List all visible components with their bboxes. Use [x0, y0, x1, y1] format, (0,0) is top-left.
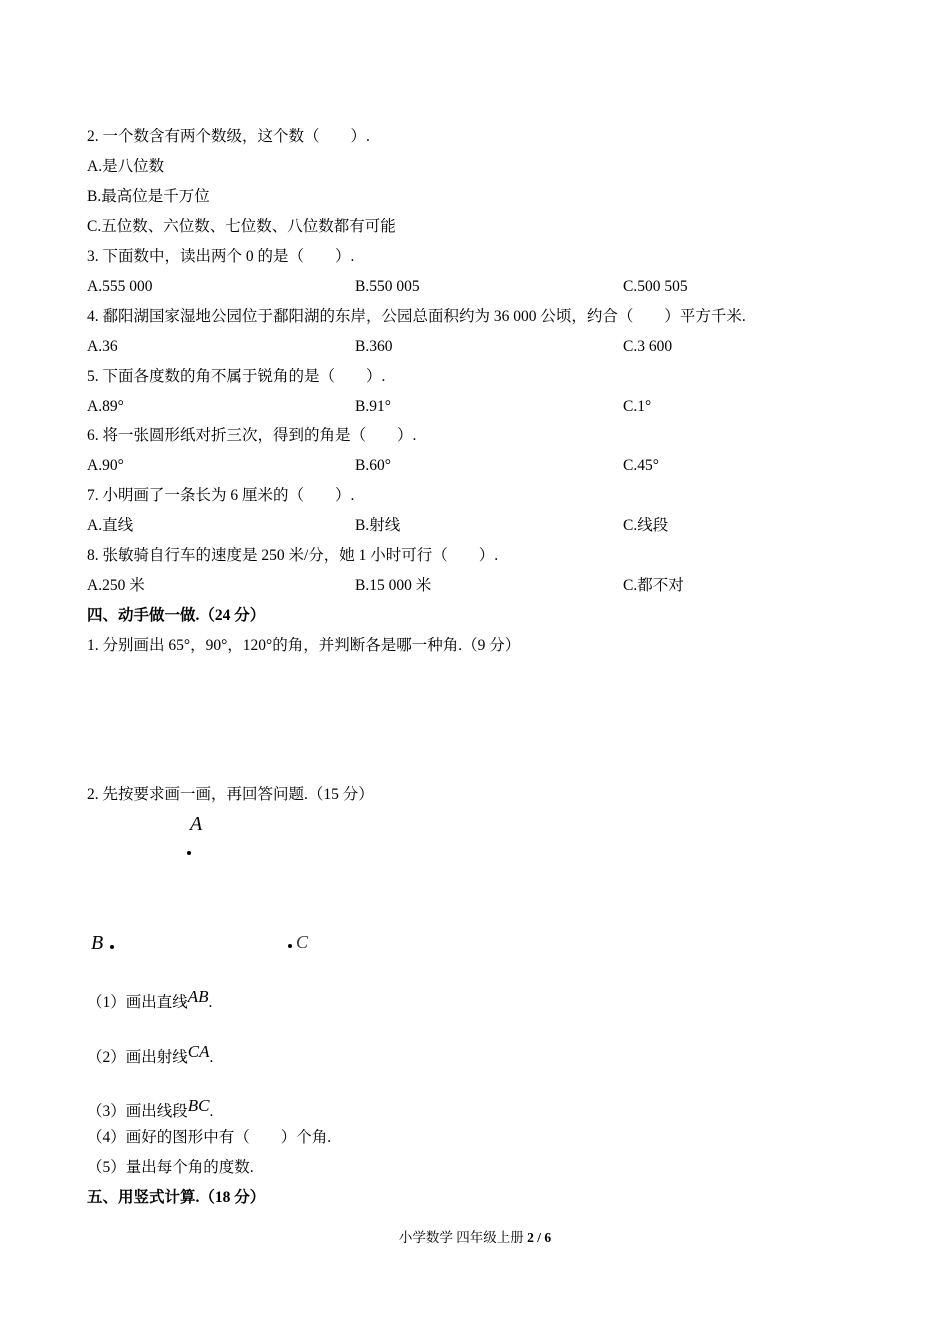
task-2-text: （2）画出射线: [87, 1049, 188, 1066]
q4-option-b: B.360: [355, 338, 393, 355]
task-1-period: .: [208, 994, 213, 1011]
task-2-period: .: [209, 1049, 214, 1066]
q6-stem: 6. 将一张圆形纸对折三次，得到的角是（ ）.: [87, 427, 417, 444]
q2-stem: 2. 一个数含有两个数级，这个数（ ）.: [87, 128, 370, 145]
task-3-period: .: [209, 1103, 214, 1120]
task-1-text: （1）画出直线: [87, 994, 188, 1011]
q3-option-c: C.500 505: [623, 278, 688, 295]
task-2: [87, 1042, 214, 1068]
q3-option-a: A.555 000: [87, 278, 153, 295]
q7-option-c: C.线段: [623, 517, 669, 534]
section4-title: 四、动手做一做.（24 分）: [87, 607, 266, 624]
q4-stem: 4. 鄱阳湖国家湿地公园位于鄱阳湖的东岸，公园总面积约为 36 000 公顷，约合（ ）平方千米.: [87, 308, 746, 325]
q7-option-b: B.射线: [355, 517, 401, 534]
footer-text: 小学数学 四年级上册: [398, 1230, 528, 1245]
point-c-label: C: [296, 932, 309, 952]
q8-option-c: C.都不对: [623, 577, 684, 594]
q2-option-c: C.五位数、六位数、七位数、八位数都有可能: [87, 218, 396, 235]
task-2-symbol: CA: [187, 1042, 210, 1061]
page-footer: [0, 1229, 950, 1247]
q8-option-b: B.15 000 米: [355, 577, 432, 594]
q4-option-c: C.3 600: [623, 338, 673, 355]
q4-option-a: A.36: [87, 338, 118, 355]
section4-problem2: 2. 先按要求画一画，再回答问题.（15 分）: [87, 786, 374, 803]
q7-stem: 7. 小明画了一条长为 6 厘米的（ ）.: [87, 487, 355, 504]
q3-option-b: B.550 005: [355, 278, 420, 295]
q7-option-a: A.直线: [87, 517, 134, 534]
q3-stem: 3. 下面数中，读出两个 0 的是（ ）.: [87, 248, 355, 265]
q6-option-a: A.90°: [87, 457, 124, 474]
q6-option-c: C.45°: [623, 457, 659, 474]
task-3: [87, 1096, 214, 1122]
section4-problem1: 1. 分别画出 65°，90°，120°的角，并判断各是哪一种角.（9 分）: [87, 637, 521, 654]
q5-option-c: C.1°: [623, 398, 652, 415]
q2-option-a: A.是八位数: [87, 158, 165, 175]
point-a-dot: [187, 851, 191, 855]
point-c-dot: [288, 944, 292, 948]
point-b-dot: [110, 945, 114, 949]
task-5: （5）量出每个角的度数.: [87, 1159, 254, 1176]
task-3-symbol: BC: [187, 1096, 210, 1115]
q8-stem: 8. 张敏骑自行车的速度是 250 米/分，她 1 小时可行（ ）.: [87, 547, 499, 564]
point-a-label: A: [190, 813, 203, 835]
q5-stem: 5. 下面各度数的角不属于锐角的是（ ）.: [87, 368, 386, 385]
section5-title: 五、用竖式计算.（18 分）: [87, 1189, 266, 1206]
q6-option-b: B.60°: [355, 457, 391, 474]
task-1: [87, 987, 213, 1013]
q5-option-b: B.91°: [355, 398, 391, 415]
q2-option-b: B.最高位是千万位: [87, 188, 210, 205]
q5-option-a: A.89°: [87, 398, 124, 415]
task-4: （4）画好的图形中有（ ）个角.: [87, 1129, 332, 1146]
point-b-label: B: [91, 932, 104, 954]
q8-option-a: A.250 米: [87, 577, 145, 594]
task-1-symbol: AB: [187, 987, 209, 1006]
task-3-text: （3）画出线段: [87, 1103, 188, 1120]
footer-page-number: 2 / 6: [527, 1230, 552, 1245]
